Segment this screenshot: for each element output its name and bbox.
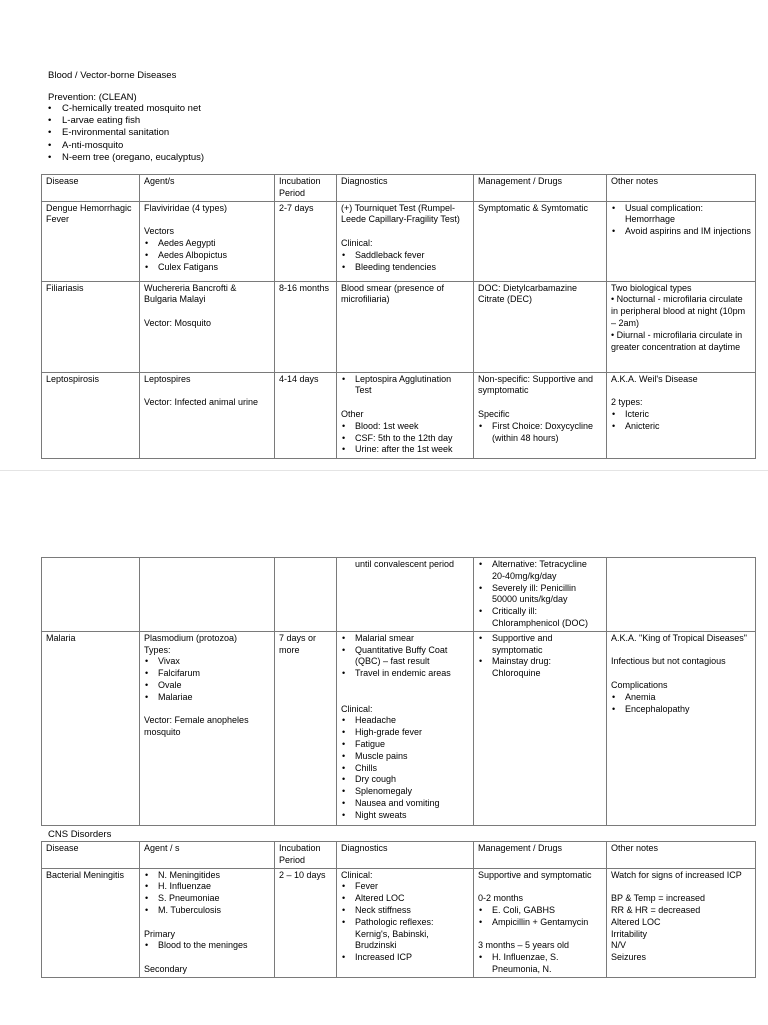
incubation-cell: 2 – 10 days	[275, 868, 337, 977]
management-text: Non-specific: Supportive and symptomatic	[478, 373, 594, 396]
list-item: • N-eem tree (oregano, eucalyptus)	[48, 152, 204, 164]
list-item: • Malariae	[144, 692, 270, 704]
notes-cell	[607, 201, 756, 281]
disease-cell: Dengue Hemorrhagic Fever	[42, 201, 140, 281]
list-item: • C-hemically treated mosquito net	[48, 103, 204, 115]
list-item: • H. Influenzae	[144, 881, 270, 893]
list-item: • Encephalopathy	[611, 704, 751, 716]
diagnostics-cell: Blood smear (presence of microfiliaria)	[337, 281, 474, 372]
management-text: Supportive and symptomatic	[478, 869, 592, 880]
table-row	[42, 372, 756, 458]
table-row	[42, 558, 756, 632]
list-item: • S. Pneumoniae	[144, 893, 270, 905]
notes-cell	[607, 372, 756, 458]
management-cell	[474, 558, 607, 632]
vector-text: Vector: Infected animal urine	[144, 397, 259, 408]
notes-text: Watch for signs of increased ICP	[611, 869, 742, 880]
notes-cell	[607, 281, 756, 372]
diagnostics-cell	[337, 201, 474, 281]
list-item: • Usual complication: Hemorrhage	[611, 203, 751, 227]
list-item: • M. Tuberculosis	[144, 905, 270, 917]
list-item: • A-nti-mosquito	[48, 140, 204, 152]
agent-cell	[140, 201, 275, 281]
list-item: • Urine: after the 1st week	[341, 444, 469, 456]
vector-text: Vector: Mosquito	[144, 317, 212, 328]
notes-text: RR & HR = decreased	[611, 904, 701, 915]
disease-table-continued	[41, 557, 756, 826]
list-item: • CSF: 5th to the 12th day	[341, 433, 469, 445]
list-item: • Saddleback fever	[341, 250, 469, 262]
header-cell: Diagnostics	[337, 842, 474, 869]
header-cell: Agent / s	[140, 842, 275, 869]
header-cell: Disease	[42, 842, 140, 869]
age-label: 0-2 months	[478, 893, 524, 904]
list-item: • Nausea and vomiting	[341, 798, 469, 810]
list-item: • Alternative: Tetracycline 20-40mg/kg/day	[478, 559, 602, 583]
header-cell: Other notes	[607, 175, 756, 202]
list-item: • Pathologic reflexes: Kernig's, Babinski, Brudzinski	[341, 917, 469, 952]
management-cell	[474, 631, 607, 825]
diagnostics-cell	[337, 372, 474, 458]
secondary-label: Secondary	[144, 963, 188, 974]
diagnostics-cell	[337, 868, 474, 977]
list-item: • Aedes Albopictus	[144, 250, 270, 262]
disease-table	[41, 174, 756, 459]
list-item: • Falcifarum	[144, 668, 270, 680]
agent-cell	[140, 631, 275, 825]
list-item: • Neck stiffness	[341, 905, 469, 917]
section-title: CNS Disorders	[48, 829, 112, 840]
list-item: • Chills	[341, 763, 469, 775]
list-item: • Headache	[341, 715, 469, 727]
agent-text: Plasmodium (protozoa)	[144, 632, 238, 643]
prevention-list	[48, 103, 204, 164]
specific-label: Specific	[478, 408, 510, 419]
notes-text: Infectious but not contagious	[611, 656, 726, 667]
disease-cell	[42, 558, 140, 632]
agent-text: Wuchereria Bancrofti & Bulgaria Malayi	[144, 282, 237, 305]
clinical-label: Clinical:	[341, 703, 373, 714]
table-header-row	[42, 842, 756, 869]
list-item: • Leptospira Agglutination Test	[341, 374, 469, 398]
list-item: • Supportive and symptomatic	[478, 633, 602, 657]
vectors-label: Vectors	[144, 226, 175, 237]
notes-text: A.K.A. Weil's Disease	[611, 373, 698, 384]
management-cell: Symptomatic & Symtomatic	[474, 201, 607, 281]
cns-table	[41, 841, 756, 978]
page-1	[0, 0, 768, 470]
list-item: • Severely ill: Penicillin 50000 units/kg/day	[478, 583, 602, 607]
list-item: • Blood to the meninges	[144, 940, 270, 952]
management-cell: DOC: Dietylcarbamazine Citrate (DEC)	[474, 281, 607, 372]
notes-cell	[607, 868, 756, 977]
header-cell: Management / Drugs	[474, 842, 607, 869]
list-item: • Night sweats	[341, 810, 469, 822]
list-item: • Avoid aspirins and IM injections	[611, 226, 751, 238]
agent-text: Leptospires	[144, 373, 191, 384]
table-row	[42, 631, 756, 825]
notes-text: • Diurnal - microfilaria circulate in greater concentration at daytime	[611, 329, 743, 352]
list-item: • High-grade fever	[341, 727, 469, 739]
management-cell	[474, 372, 607, 458]
header-cell: Diagnostics	[337, 175, 474, 202]
notes-text: BP & Temp = increased	[611, 893, 705, 904]
list-item: • Quantitative Buffy Coat (QBC) – fast result	[341, 645, 469, 669]
list-item: • H. Influenzae, S. Pneumonia, N.	[478, 952, 602, 976]
agent-cell	[140, 281, 275, 372]
disease-cell: Leptospirosis	[42, 372, 140, 458]
notes-text: • Nocturnal - microfilaria circulate in peripheral blood at night (10pm – 2am)	[611, 294, 746, 328]
header-cell: Management / Drugs	[474, 175, 607, 202]
header-cell: Incubation Period	[275, 842, 337, 869]
primary-label: Primary	[144, 928, 175, 939]
incubation-cell: 2-7 days	[275, 201, 337, 281]
clinical-label: Clinical:	[341, 869, 373, 880]
list-item: • Fatigue	[341, 739, 469, 751]
list-item: • Ovale	[144, 680, 270, 692]
diagnostics-cell	[337, 631, 474, 825]
complications-label: Complications	[611, 679, 668, 690]
age-label: 3 months – 5 years old	[478, 940, 570, 951]
table-row	[42, 201, 756, 281]
notes-cell	[607, 631, 756, 825]
list-item: • Splenomegaly	[341, 786, 469, 798]
list-item: • First Choice: Doxycycline (within 48 hours)	[478, 421, 602, 445]
types-label: 2 types:	[611, 397, 643, 408]
list-item: • Bleeding tendencies	[341, 262, 469, 274]
list-item: • Fever	[341, 881, 469, 893]
list-item: • Mainstay drug: Chloroquine	[478, 656, 602, 680]
section-title: Blood / Vector-borne Diseases	[48, 70, 177, 81]
list-item: • Travel in endemic areas	[341, 668, 469, 680]
list-item: • Blood: 1st week	[341, 421, 469, 433]
list-item: • Dry cough	[341, 774, 469, 786]
incubation-cell: 7 days or more	[275, 631, 337, 825]
table-header-row	[42, 175, 756, 202]
disease-cell: Malaria	[42, 631, 140, 825]
list-item: • Aedes Aegypti	[144, 238, 270, 250]
disease-cell: Bacterial Meningitis	[42, 868, 140, 977]
list-item: • Malarial smear	[341, 633, 469, 645]
list-item: • Critically ill: Chloramphenicol (DOC)	[478, 606, 602, 630]
disease-cell: Filiariasis	[42, 281, 140, 372]
agent-cell	[140, 868, 275, 977]
notes-cell	[607, 558, 756, 632]
agent-text: Flaviviridae (4 types)	[144, 202, 228, 213]
table-row	[42, 281, 756, 372]
table-row	[42, 868, 756, 977]
agent-cell	[140, 372, 275, 458]
list-item: • N. Meningitides	[144, 870, 270, 882]
header-cell: Other notes	[607, 842, 756, 869]
header-cell: Agent/s	[140, 175, 275, 202]
management-cell	[474, 868, 607, 977]
list-item: • E-nvironmental sanitation	[48, 127, 204, 139]
list-item: • Vivax	[144, 656, 270, 668]
notes-text: Irritability	[611, 928, 648, 939]
list-item: • Culex Fatigans	[144, 262, 270, 274]
list-item: • Anicteric	[611, 421, 751, 433]
notes-text: Altered LOC	[611, 916, 661, 927]
incubation-cell	[275, 558, 337, 632]
prevention-heading: Prevention: (CLEAN)	[48, 92, 137, 103]
notes-text: A.K.A. "King of Tropical Diseases"	[611, 632, 747, 643]
diagnostics-text: (+) Tourniquet Test (Rumpel-Leede Capillary-Fragility Test)	[341, 202, 460, 225]
notes-text: Seizures	[611, 952, 647, 963]
list-item: • Increased ICP	[341, 952, 469, 964]
notes-heading: Two biological types	[611, 282, 692, 293]
types-label: Types:	[144, 644, 171, 655]
list-item: • Altered LOC	[341, 893, 469, 905]
list-item: • E. Coli, GABHS	[478, 905, 602, 917]
notes-text: N/V	[611, 940, 627, 951]
diagnostics-text: until convalescent period	[355, 559, 455, 569]
list-item: • Muscle pains	[341, 751, 469, 763]
list-item: • L-arvae eating fish	[48, 115, 204, 127]
diagnostics-cell	[337, 558, 474, 632]
agent-cell	[140, 558, 275, 632]
list-item: • Icteric	[611, 409, 751, 421]
other-label: Other	[341, 408, 364, 419]
list-item: • Anemia	[611, 692, 751, 704]
list-item: • Ampicillin + Gentamycin	[478, 917, 602, 929]
header-cell: Incubation Period	[275, 175, 337, 202]
vector-text: Vector: Female anopheles mosquito	[144, 715, 249, 738]
incubation-cell: 8-16 months	[275, 281, 337, 372]
incubation-cell: 4-14 days	[275, 372, 337, 458]
page-2	[0, 470, 768, 1025]
clinical-label: Clinical:	[341, 237, 373, 248]
header-cell: Disease	[42, 175, 140, 202]
